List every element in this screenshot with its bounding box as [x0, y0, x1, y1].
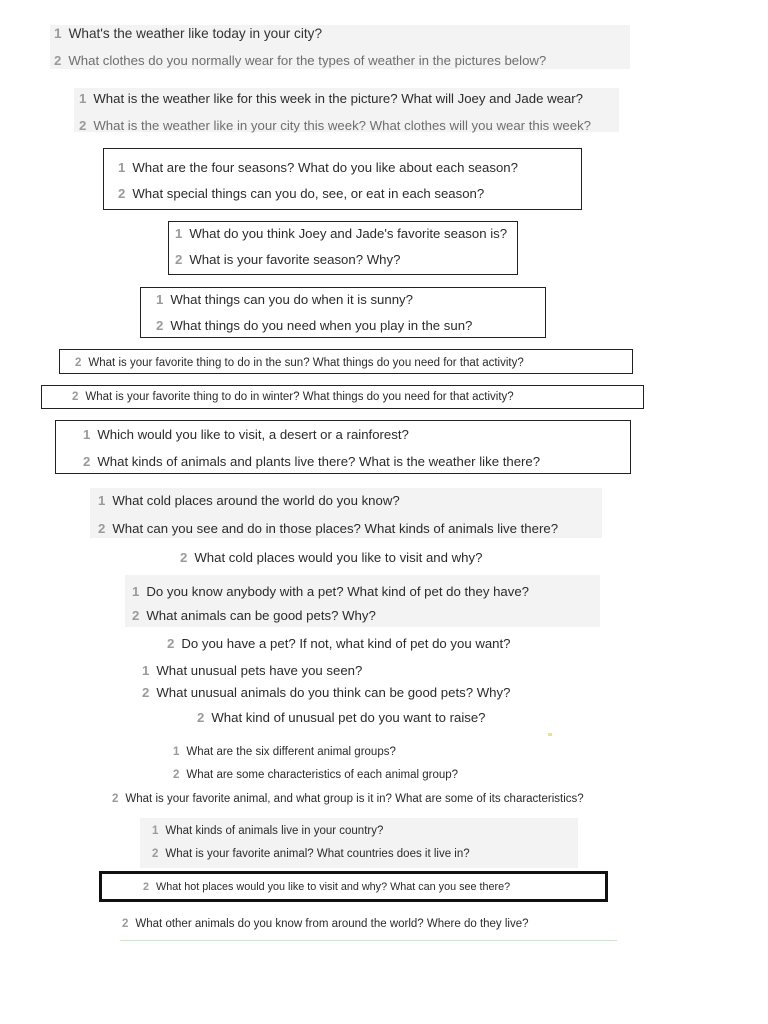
question-line: 2 Do you have a pet? If not, what kind of pet do you want?: [167, 636, 511, 651]
question-line: 2 What clothes do you normally wear for the types of weather in the pictures below?: [54, 53, 547, 68]
question-line: 1 What do you think Joey and Jade's favorite season is?: [175, 226, 508, 241]
question-line: 2 What is your favorite thing to do in the sun? What things do you need for that activity?: [75, 357, 524, 369]
question-line: 2 What other animals do you know from around the world? Where do they live?: [122, 918, 529, 930]
question-line: 1 What is the weather like for this week in the picture? What will Joey and Jade wear?: [79, 91, 583, 106]
question-line: 1 Which would you like to visit, a desert or a rainforest?: [83, 427, 409, 442]
question-line: 2 What kind of unusual pet do you want to raise?: [197, 710, 486, 725]
question-line: 2 What kinds of animals and plants live there? What is the weather like there?: [83, 454, 541, 469]
question-line: 2 What are some characteristics of each animal group?: [173, 769, 459, 781]
divider: [120, 940, 617, 941]
question-line: 1 What's the weather like today in your city?: [54, 26, 323, 41]
question-line: 1 What are the six different animal groups?: [173, 746, 396, 758]
scan-mark: [548, 733, 552, 736]
question-line: 2 What is your favorite animal, and what group is it in? What are some of its characteristics?: [112, 793, 584, 805]
question-line: 1 What unusual pets have you seen?: [142, 663, 363, 678]
question-line: 1 What are the four seasons? What do you like about each season?: [118, 160, 518, 175]
question-line: 2 What special things can you do, see, or eat in each season?: [118, 186, 485, 201]
question-line: 2 What animals can be good pets? Why?: [132, 608, 376, 623]
question-line: 2 What is the weather like in your city this week? What clothes will you wear this week?: [79, 118, 592, 133]
question-line: 2 What is your favorite thing to do in winter? What things do you need for that activity?: [72, 391, 514, 403]
question-line: 2 What is your favorite season? Why?: [175, 252, 401, 267]
question-line: 1 What things can you do when it is sunny?: [156, 292, 413, 307]
question-line: 2 What hot places would you like to visit and why? What can you see there?: [143, 881, 511, 893]
question-line: 1 What cold places around the world do you know?: [98, 493, 400, 508]
question-line: 2 What unusual animals do you think can be good pets? Why?: [142, 685, 511, 700]
question-line: 1 Do you know anybody with a pet? What kind of pet do they have?: [132, 584, 530, 599]
question-line: 2 What is your favorite animal? What countries does it live in?: [152, 848, 470, 860]
question-line: 2 What can you see and do in those places? What kinds of animals live there?: [98, 521, 559, 536]
question-line: 1 What kinds of animals live in your country?: [152, 825, 384, 837]
question-line: 2 What things do you need when you play in the sun?: [156, 318, 473, 333]
question-line: 2 What cold places would you like to visit and why?: [180, 550, 483, 565]
